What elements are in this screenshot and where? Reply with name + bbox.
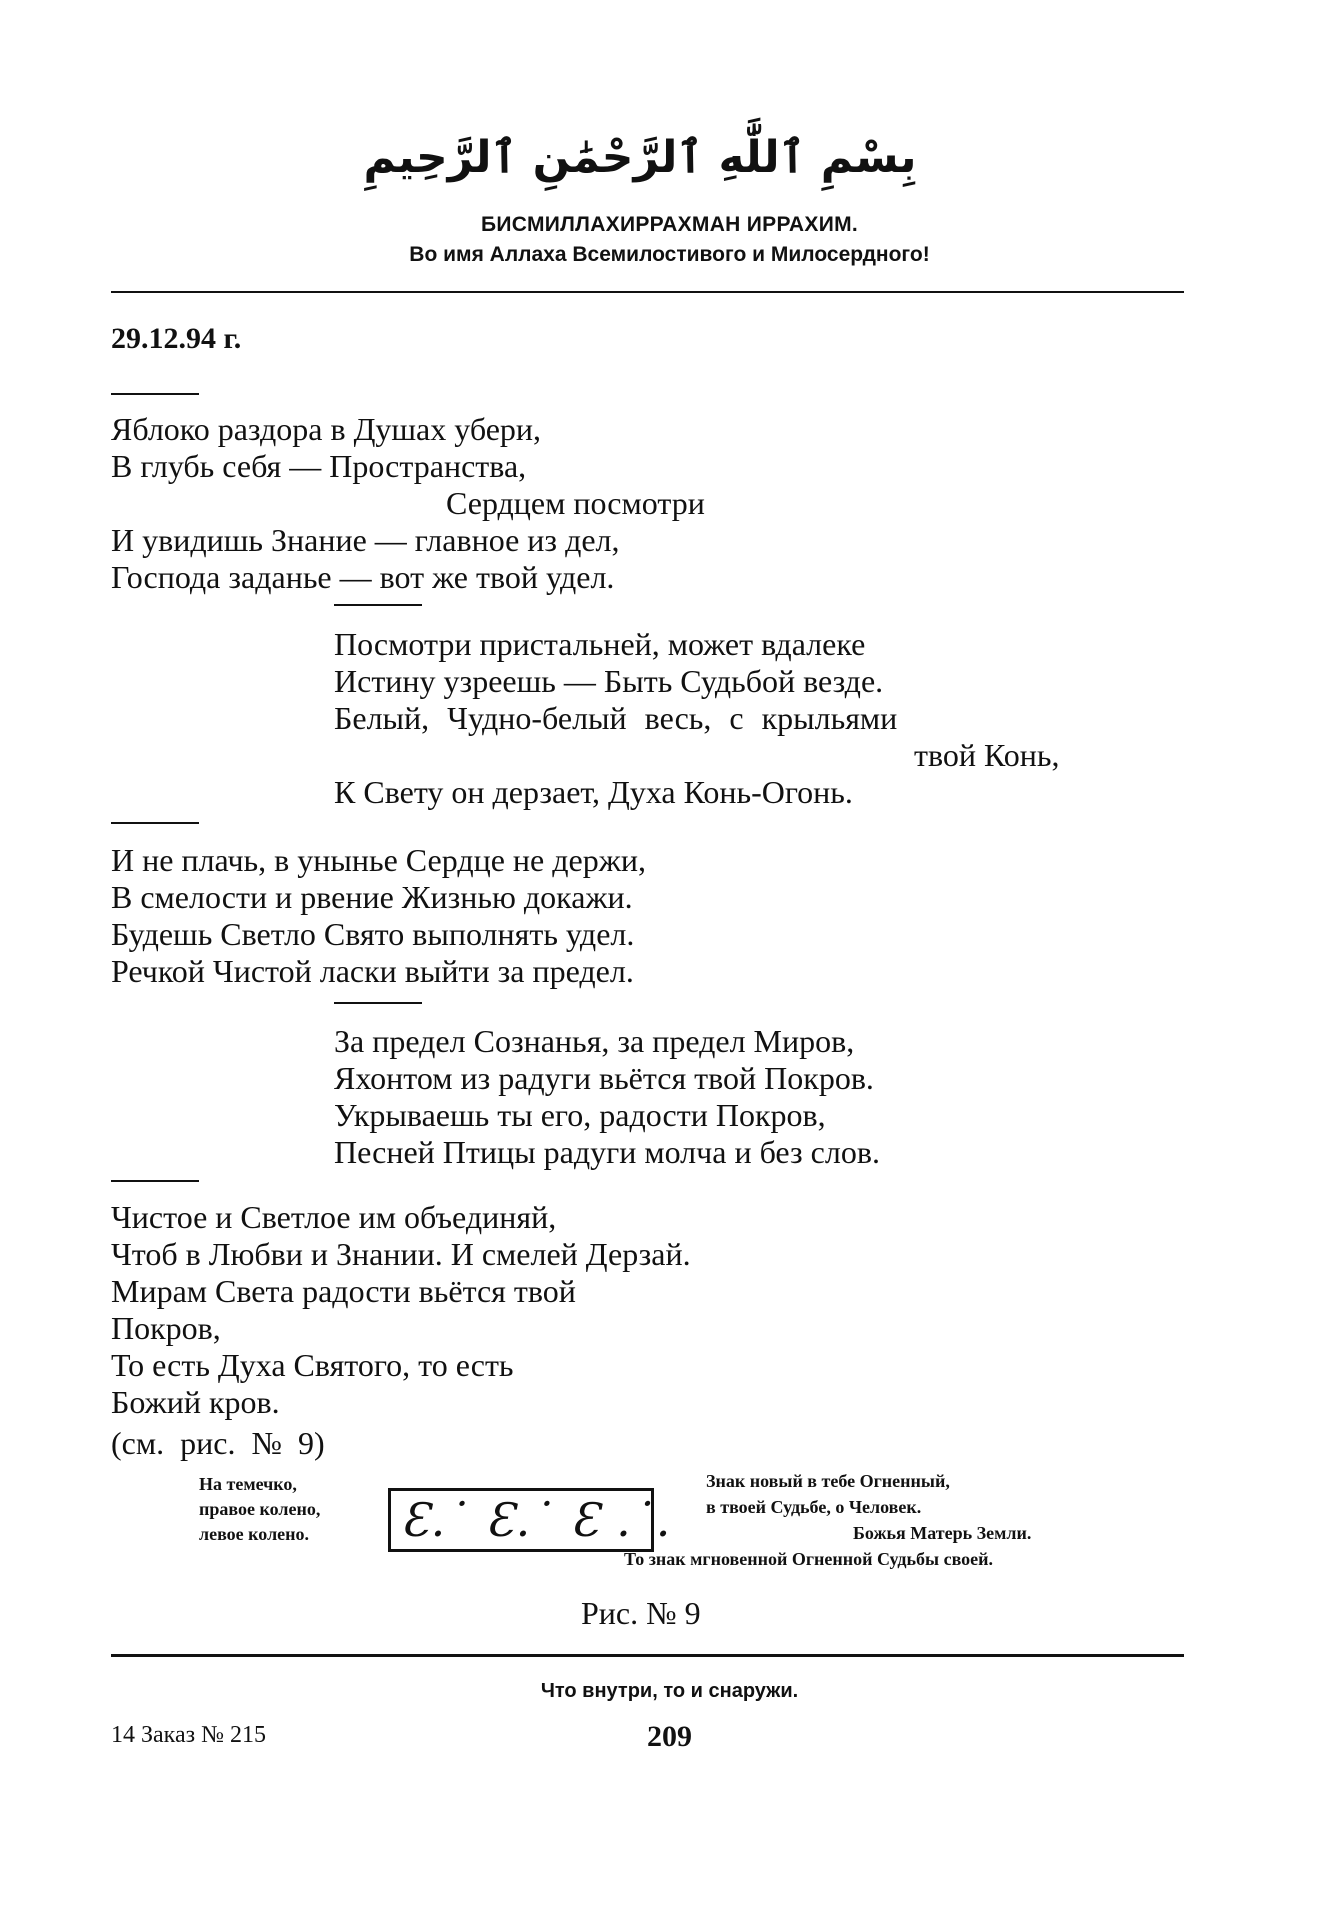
verse-line: Чистое и Светлое им объединяй, [111,1199,557,1235]
bismillah-calligraphy [363,100,917,210]
verse-line: В глубь себя — Пространства, [111,448,527,484]
figure-symbol-box [388,1488,672,1552]
verse-line: Белый, Чудно-белый весь, с крыльями [334,700,898,736]
verse-line: Будешь Светло Свято выполнять удел. [111,916,635,952]
verse-line: Чтоб в Любви и Знании. И смелей Дерзай. [111,1236,691,1272]
header-divider [111,291,1184,293]
verse-line: Истину узреешь — Быть Судьбой везде. [334,663,884,699]
verse-line: И увидишь Знание — главное из дел, [111,522,620,558]
verse-line: К Свету он дерзает, Духа Конь-Огонь. [334,774,853,810]
verse-line: Господа заданье — вот же твой удел. [111,559,615,595]
verse-line: твой Конь, [914,737,1060,773]
stanza-dash [111,822,199,824]
verse-line: Посмотри пристальней, может вдалеке [334,626,866,662]
figure-left-line: левое колено. [199,1524,310,1544]
page-number: 209 [647,1720,692,1753]
footer-motto: Что внутри, то и снаружи. [540,1680,799,1702]
figure-left-line: правое колено, [199,1499,321,1519]
verse-line: Мирам Света радости вьётся твой [111,1273,576,1309]
header-subtitle: Во имя Аллаха Всемилостивого и Милосердного! [409,243,930,266]
verse-line: В смелости и рвение Жизнью докажи. [111,879,633,915]
verse-line: Укрываешь ты его, радости Покров, [334,1097,826,1133]
header-title: БИСМИЛЛАХИРРАХМАН ИРРАХИМ. [480,213,859,236]
verse-line: За предел Сознанья, за предел Миров, [334,1023,855,1059]
stanza-dash [111,1180,199,1182]
verse-line: Речкой Чистой ласки выйти за предел. [111,953,634,989]
svg-text:بِسْمِ ٱللَّٰهِ ٱلرَّحْمَٰنِ ٱ: بِسْمِ ٱللَّٰهِ ٱلرَّحْمَٰنِ ٱلرَّحِيمِ [363,132,917,183]
stanza-dash [111,393,199,395]
stanza-dash [334,1002,422,1004]
figure-reference: (см. рис. № 9) [111,1425,325,1461]
verse-line: Яхонтом из радуги вьётся твой Покров. [334,1060,874,1096]
entry-date: 29.12.94 г. [111,322,242,355]
figure-right-line: То знак мгновенной Огненной Судьбы своей. [624,1549,994,1569]
figure-left-line: На темечко, [199,1474,297,1494]
figure-right-line: Знак новый в тебе Огненный, [706,1471,950,1491]
stanza-dash [334,604,422,606]
figure-caption: Рис. № 9 [581,1595,701,1631]
verse-line: И не плачь, в унынье Сердце не держи, [111,842,646,878]
verse-line: Песней Птицы радуги молча и без слов. [334,1134,880,1170]
verse-line: Покров, [111,1310,221,1346]
printer-signature: 14 Заказ № 215 [111,1722,267,1748]
footer-divider [111,1654,1184,1657]
figure-left-text [199,1472,320,1547]
verse-line: Божий кров. [111,1384,280,1420]
fire-sign-symbols: Ɛ.˙ Ɛ.˙ Ɛ .˙. [401,1493,672,1547]
verse-line: Яблоко раздора в Душах убери, [111,411,542,447]
figure-right-line: Божья Матерь Земли. [853,1523,1032,1543]
verse-line: То есть Духа Святого, то есть [111,1347,514,1383]
verse-line: Сердцем посмотри [446,485,705,521]
figure-right-line: в твоей Судьбе, о Человек. [706,1497,922,1517]
